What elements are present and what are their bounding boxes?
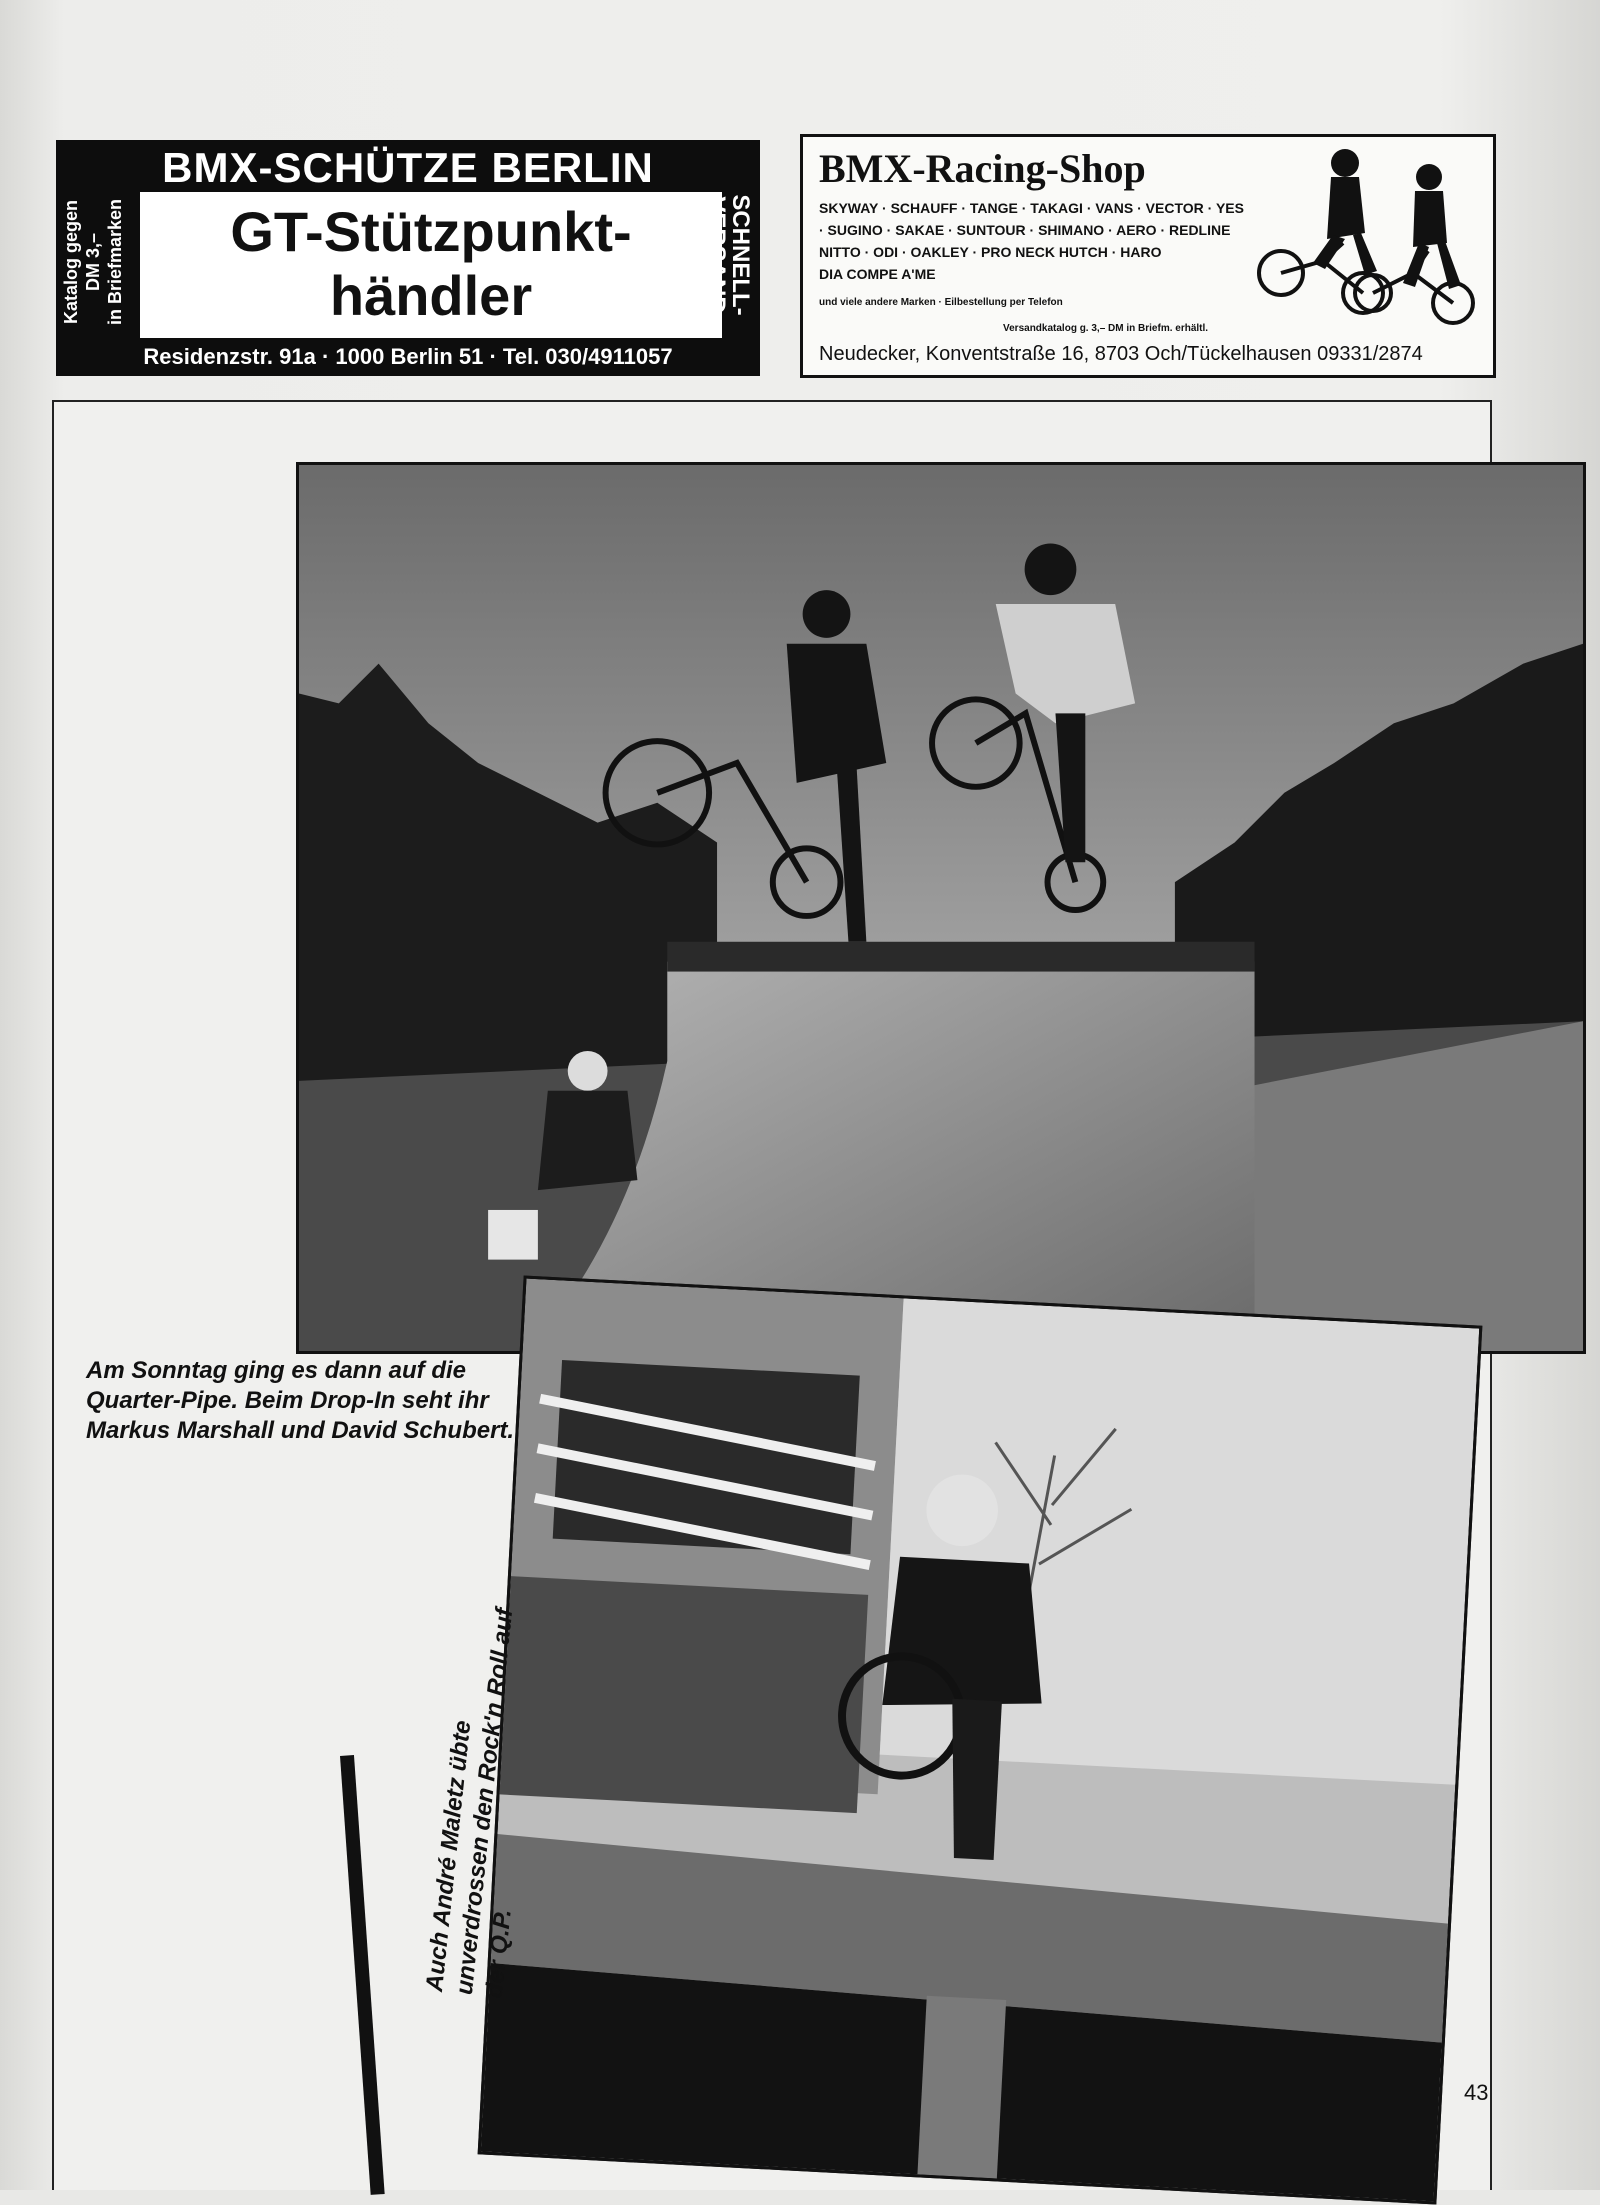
ad-side-left-line: DM 3,– (83, 232, 103, 292)
ad-address: Neudecker, Konventstraße 16, 8703 Och/Tückelhausen 09331/2874 (819, 343, 1423, 365)
riders-illustration (1253, 143, 1479, 333)
ad-side-text-left (60, 192, 142, 332)
ad-brand-list (819, 197, 1259, 285)
ad-address: Residenzstr. 91a · 1000 Berlin 51 · Tel. 030/4911057 (143, 344, 673, 369)
photo-quarter-pipe-drop-in (296, 462, 1586, 1354)
caption-andre-wrapper (380, 1560, 680, 2000)
brand-line: SKYWAY · SCHAUFF · TANGE · TAKAGI · VANS · VECTOR · YES (819, 200, 1244, 216)
ad-title: BMX-Racing-Shop (819, 146, 1146, 191)
ad-bmx-racing-shop (800, 134, 1496, 378)
ad-main-line: händler (329, 264, 533, 327)
ad-side-text-right (704, 170, 752, 340)
caption-quarter-pipe: Am Sonntag ging es dann auf die Quarter-Pipe. Beim Drop-In seht ihr Markus Marshall und David Schubert. (86, 1357, 515, 1444)
brand-line: NITTO · ODI · OAKLEY · PRO NECK HUTCH · HARO (819, 244, 1162, 260)
ad-bmx-schuetze-berlin (56, 140, 760, 376)
ad-main-line: GT-Stützpunkt- (230, 200, 632, 263)
photo-quarter-pipe-image (299, 465, 1583, 1351)
ad-side-left-line: Katalog gegen (61, 200, 81, 325)
ad-main-box (140, 192, 722, 338)
brand-line: · SUGINO · SAKAE · SUNTOUR · SHIMANO · AERO · REDLINE (819, 222, 1231, 238)
page-number: 43 (1464, 2080, 1489, 2105)
ad-catalog-note: Versandkatalog g. 3,– DM in Briefm. erhältl. (1003, 323, 1209, 334)
brand-line: DIA COMPE A'ME (819, 266, 936, 282)
ad-side-left-line: in Briefmarken (105, 198, 125, 326)
caption-andre: Auch André Maletz übte unverdrossen den Rock'n Roll auf der Q.P. (420, 1606, 519, 2000)
ad-headline: BMX-SCHÜTZE BERLIN (162, 144, 654, 191)
ad-side-right-line: SCHNELL- (727, 194, 754, 316)
ad-extra-note: und viele andere Marken · Eilbestellung per Telefon (819, 297, 1063, 308)
ad-side-right-line: VERSAND (703, 196, 730, 314)
